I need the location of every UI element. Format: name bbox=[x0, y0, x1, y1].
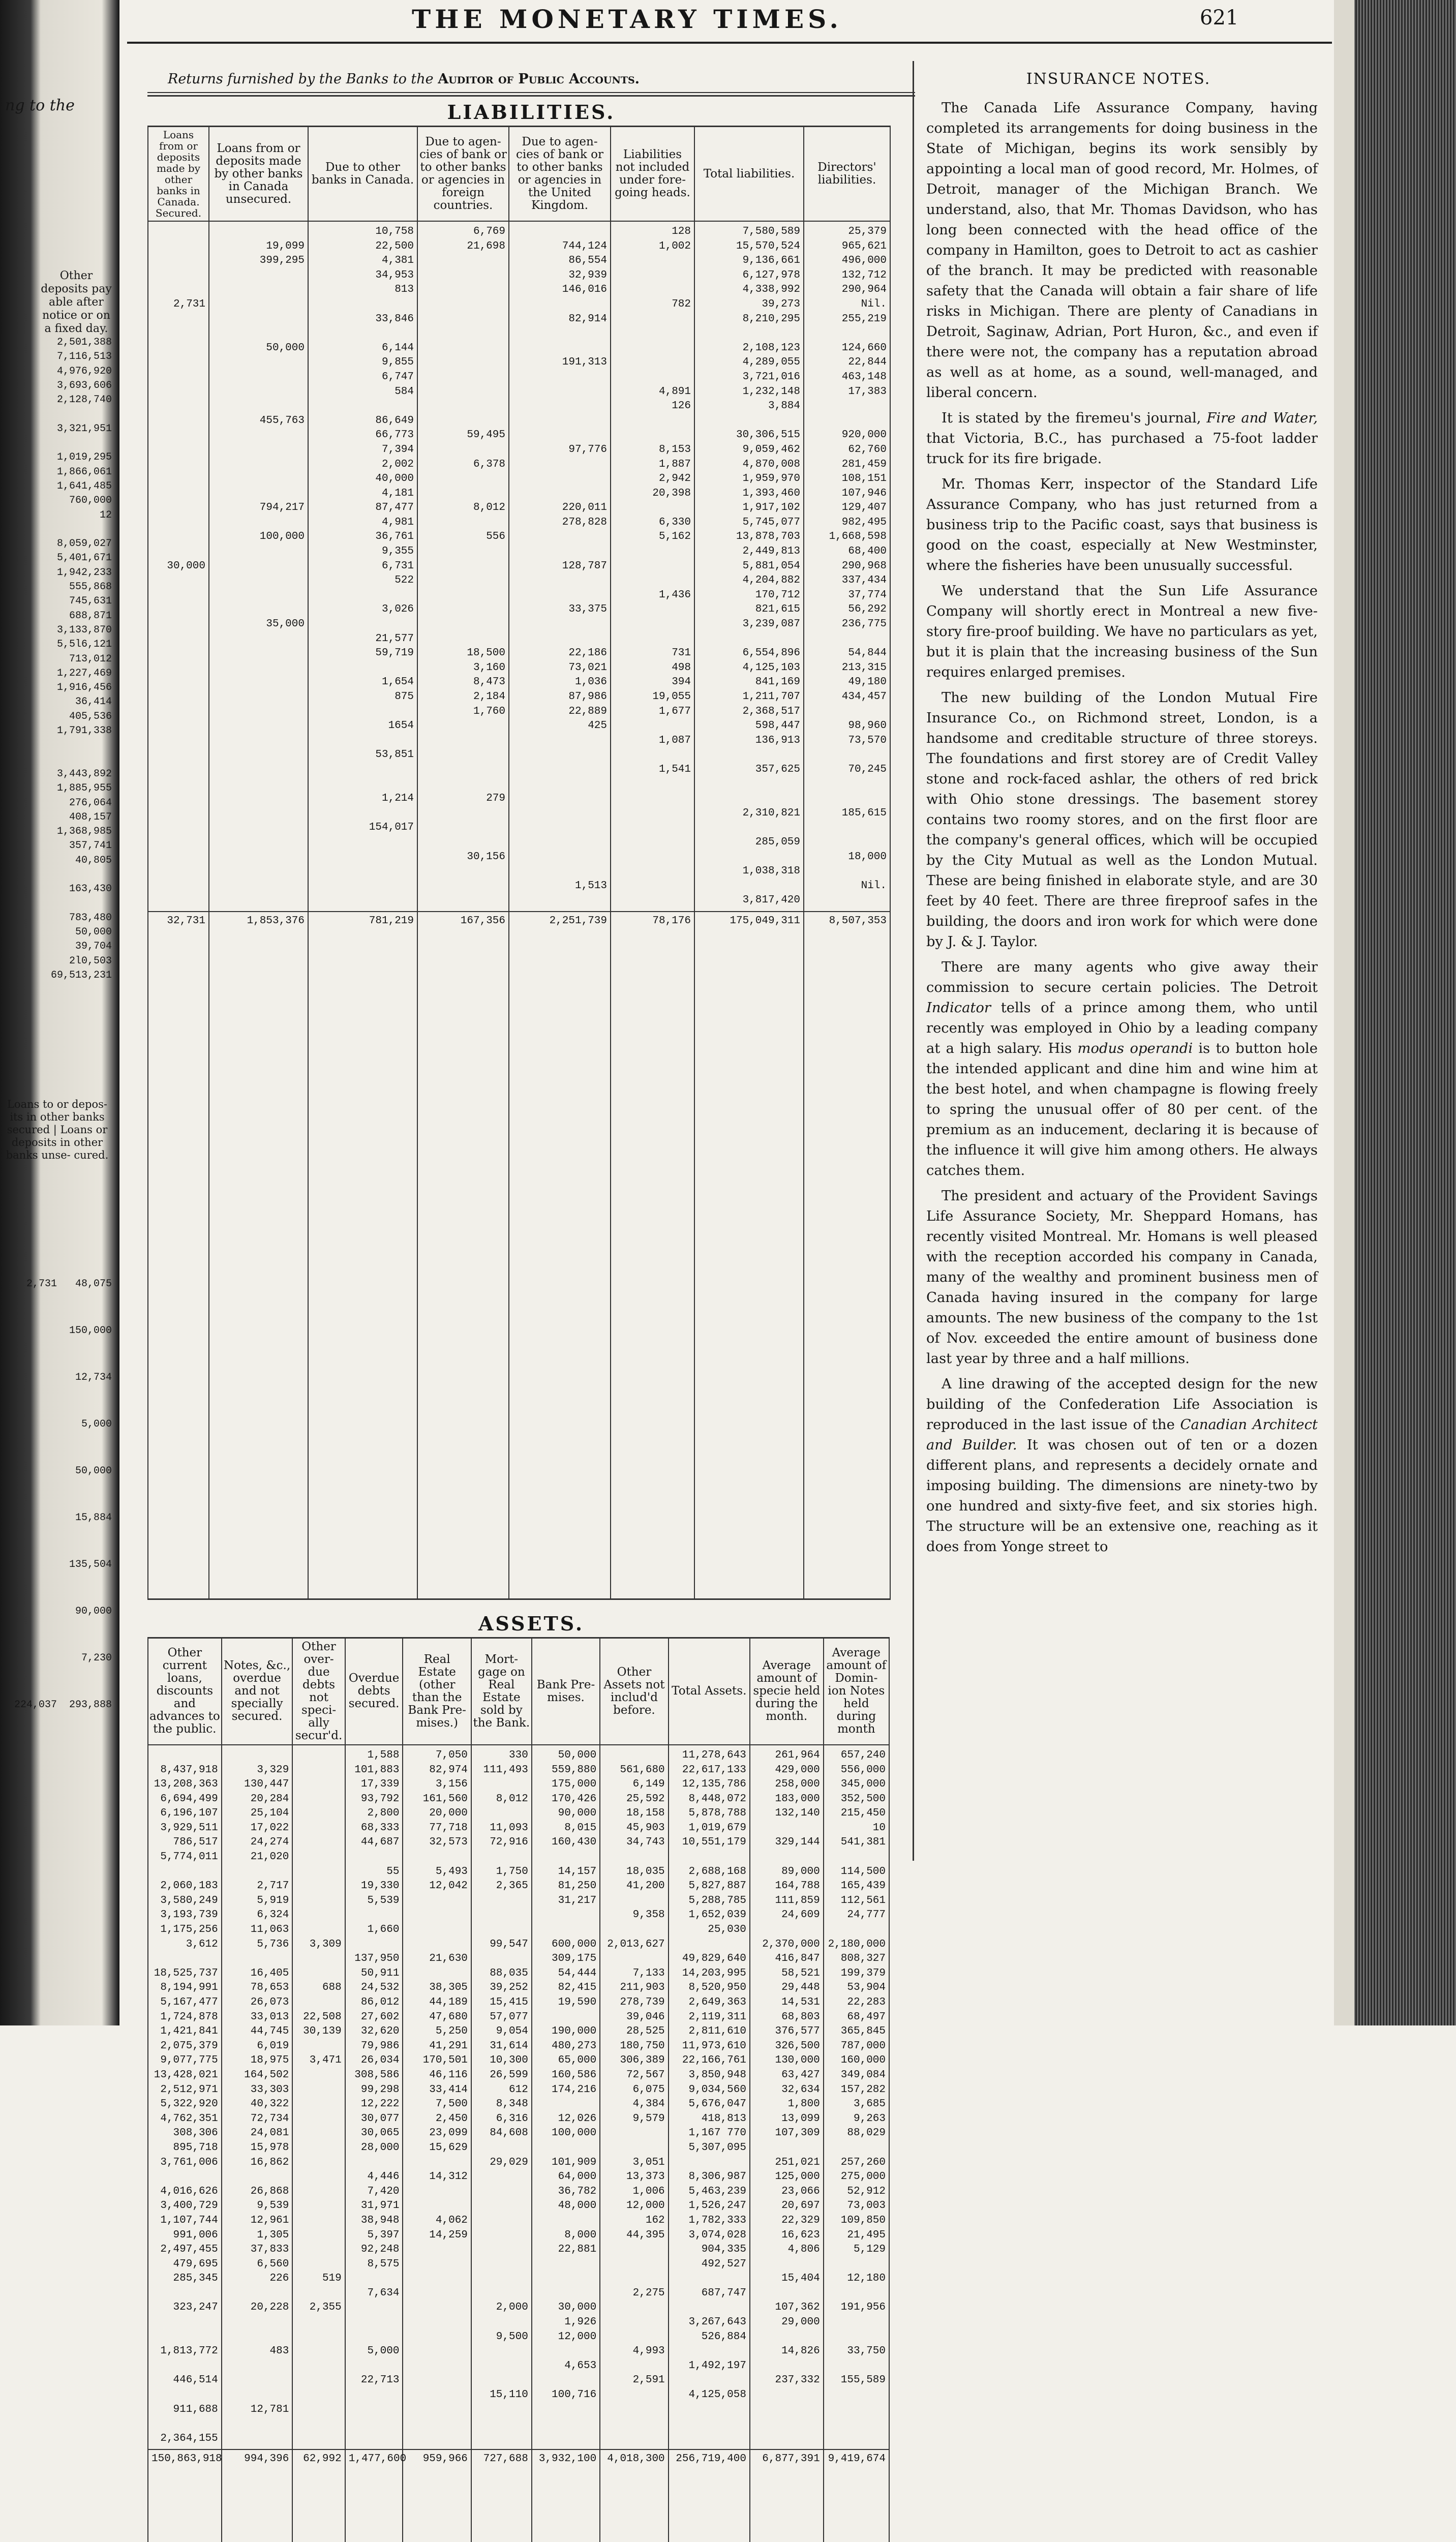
liab-col-secured-loans: 2,731 30,000 bbox=[148, 221, 209, 912]
liab-header-due-uk: Due to agen- cies of bank or to other banks or agencies in the United Kingdom. bbox=[509, 127, 611, 222]
asset-header-overdue-secured: Overdue debts secured. bbox=[345, 1638, 403, 1745]
asset-total-4: 959,966 bbox=[403, 2449, 471, 2542]
liabilities-table bbox=[147, 126, 891, 1600]
assets-totals-row bbox=[148, 2449, 889, 2542]
insurance-notes-column bbox=[915, 61, 1322, 1562]
returns-title-text: Returns furnished by the Banks to the bbox=[168, 71, 434, 87]
journal-page bbox=[127, 0, 1332, 2465]
liab-col-due-foreign: 6,769 21,698 59,495 6,378 8,012 556 18,500 3,160 8,473 2,184 1,760 279 30,156 bbox=[417, 221, 509, 912]
asset-header-dominion-notes: Average amount of Domin- ion Notes held during month bbox=[824, 1638, 889, 1745]
liab-header-total: Total liabilities. bbox=[694, 127, 804, 222]
page-number: 621 bbox=[1200, 6, 1239, 29]
liab-header-unsecured-loans: Loans from or deposits made by other banks in Canada unsecured. bbox=[209, 127, 308, 222]
facing-page-figures-2: 2,731 48,075 150,000 12,734 5,000 50,000 15,884 135,504 90,000 7,230 224,037 293,888 bbox=[14, 1278, 112, 1711]
facing-page-column-header-2: Loans to or depos- its in other banks secured | Loans or deposits in other banks unse- cured. bbox=[6, 1098, 109, 1161]
asset-header-bank-premises: Bank Pre- mises. bbox=[532, 1638, 600, 1745]
liab-total-6: 175,049,311 bbox=[694, 912, 804, 1599]
liab-col-directors: 25,379 965,621 496,000 132,712 290,964 Nil. 255,219 124,660 22,844 463,148 17,383 920,000 62,760 281,459 108,151 107,946 129,407 982,495 1,668,598 68,400 290,968 337,434 37,774 56,292 236,775 54,844 213,315 49,180 434,457 98,960 73,570 70,245 185,615 18,000 Nil. bbox=[804, 221, 890, 912]
note-london-mutual: The new building of the London Mutual Fire Insurance Co., on Richmond street, London, is a handsome and creditable structure of three storeys. The foundations and first storey are of Credit Valley stone and rock-faced ashlar, the others of red brick with Ohio stone dressings. The basement storey contains two roomy stores, and on the first floor are the company's general offices, which will be occupied by the City Mutual as well as the London Mutual. These are being finished in elaborate style, and are 30 feet by 40 feet. There are three fireproof safes in the building, the doors and iron work for which were done by J. & J. Taylor. bbox=[926, 690, 1318, 950]
asset-col-notes-overdue: 3,329 130,447 20,284 25,104 17,022 24,274 21,020 2,717 5,919 6,324 11,063 5,736 16,405 78,653 26,073 33,013 44,745 6,019 18,975 164,502 33,303 40,322 72,734 24,081 15,978 16,862 26,868 9,539 12,961 1,305 37,833 6,560 226 20,228 483 12,781 bbox=[222, 1745, 293, 2450]
note-standard-life: Mr. Thomas Kerr, inspector of the Standard Life Assurance Company, who has just returned from a business trip to the Pacific coast, says that business is good on the coast, especially at New Westminster, where the fisheries have been unusually successful. bbox=[926, 476, 1318, 573]
asset-col-specie: 261,964 429,000 258,000 183,000 132,140 329,144 89,000 164,788 111,859 24,609 2,370,000 416,847 58,521 29,448 14,531 68,803 376,577 326,500 130,000 63,427 32,634 1,800 13,099 107,309 251,021 125,000 23,066 20,697 22,329 16,623 4,806 15,404 107,362 29,000 14,826 237,332 bbox=[750, 1745, 824, 2450]
facing-page-title: ng to the bbox=[5, 97, 75, 114]
asset-header-current-loans: Other current loans, discounts and advances to the public. bbox=[148, 1638, 222, 1745]
asset-total-9: 6,877,391 bbox=[750, 2449, 824, 2542]
asset-header-specie: Average amount of specie held during the month. bbox=[750, 1638, 824, 1745]
liab-total-0: 32,731 bbox=[148, 912, 209, 1599]
liabilities-totals-row bbox=[148, 912, 890, 1599]
asset-total-0: 150,863,918 bbox=[148, 2449, 222, 2542]
liab-header-secured-loans: Loans from or deposits made by other banks in Canada. Secured. bbox=[148, 127, 209, 222]
note-sun-life: We understand that the Sun Life Assurance Company will shortly erect in Montreal a new five-story fire-proof building. We have no particulars as yet, but it is plain that the increasing business of the Sun requires enlarged premises. bbox=[926, 583, 1318, 680]
asset-header-total: Total Assets. bbox=[669, 1638, 750, 1745]
asset-total-7: 4,018,300 bbox=[600, 2449, 668, 2542]
assets-title: ASSETS. bbox=[478, 1612, 585, 1635]
liab-header-directors: Directors' liabilities. bbox=[804, 127, 890, 222]
liab-col-unsecured-loans: 19,099 399,295 50,000 455,763 794,217 100,000 35,000 bbox=[209, 221, 308, 912]
asset-total-5: 727,688 bbox=[471, 2449, 532, 2542]
liab-total-5: 78,176 bbox=[611, 912, 694, 1599]
liab-total-4: 2,251,739 bbox=[509, 912, 611, 1599]
asset-total-6: 3,932,100 bbox=[532, 2449, 600, 2542]
note-agents-commission: There are many agents who give away their commission to secure certain policies. The Detroit Indicator tells of a prince among them, who until recently was employed in Ohio by a leading company at a high salary. His modus operandi is to button hole the intended applicant and dine him and wine him at the best hotel, and when champagne is flowing freely to spring the unusual offer of 80 per cent. of the premium as an inducement, declaring it is because of the influence it will give him among others. He always catches them. bbox=[926, 959, 1318, 1178]
asset-header-real-estate: Real Estate (other than the Bank Pre- mises.) bbox=[403, 1638, 471, 1745]
asset-col-dominion-notes: 657,240 556,000 345,000 352,500 215,450 10 541,381 114,500 165,439 112,561 24,777 2,180,000 808,327 199,379 53,904 22,283 68,497 365,845 787,000 160,000 349,084 157,282 3,685 9,263 88,029 257,260 275,000 52,912 73,003 109,850 21,495 5,129 12,180 191,956 33,750 155,589 bbox=[824, 1745, 889, 2450]
masthead bbox=[127, 4, 1332, 35]
asset-col-other-assets: 561,680 6,149 25,592 18,158 45,903 34,743 18,035 41,200 9,358 2,013,627 7,133 211,903 278,739 39,046 28,525 180,750 306,389 72,567 6,075 4,384 9,579 3,051 13,373 1,006 12,000 162 44,395 2,275 4,993 2,591 bbox=[600, 1745, 668, 2450]
asset-header-mortgage: Mort- gage on Real Estate sold by the Bank. bbox=[471, 1638, 532, 1745]
asset-col-overdue-secured: 1,588 101,883 17,339 93,792 2,800 68,333 44,687 55 19,330 5,539 1,660 137,950 50,911 24,532 86,012 27,602 32,620 79,986 26,034 308,586 99,298 12,222 30,077 30,065 28,000 4,446 7,420 31,971 38,948 5,397 92,248 8,575 7,634 5,000 22,713 bbox=[345, 1745, 403, 2450]
liab-header-other: Liabilities not included under fore- going heads. bbox=[611, 127, 694, 222]
asset-total-10: 9,419,674 bbox=[824, 2449, 889, 2542]
facing-page-column-header: Other deposits pay able after notice or on a fixed day. bbox=[41, 269, 112, 335]
facing-page-fragment bbox=[0, 76, 114, 1906]
liab-col-due-uk: 744,124 86,554 32,939 146,016 82,914 191,313 97,776 220,011 278,828 128,787 33,375 22,186 73,021 1,036 87,986 22,889 425 1,513 bbox=[509, 221, 611, 912]
book-page-edges bbox=[1334, 0, 1456, 2025]
asset-total-1: 994,396 bbox=[222, 2449, 293, 2542]
note-canada-life: The Canada Life Assurance Company, having completed its arrangements for doing business in the State of Michigan, begins its work sensibly by appointing a local man of good record, Mr. Holmes, of Detroit, manager of the Michigan Branch. We understand, also, that Mr. Thomas Davidson, who has long been connected with the head office of the company in Hamilton, goes to Detroit to act as cashier of the branch. It may be predicted with reasonable safety that the Canada will obtain a fair share of life risks in Michigan. There are plenty of Canadians in Detroit, Saginaw, Adrian, Port Huron, &c., and even if there were not, the company has a reputation abroad as well as at home, as a sound, well-managed, and liberal concern. bbox=[926, 100, 1318, 401]
asset-col-mortgage: 330 111,493 8,012 11,093 72,916 1,750 2,365 99,547 88,035 39,252 15,415 57,077 9,054 31,614 10,300 26,599 612 8,348 6,316 84,608 29,029 2,000 9,500 15,110 bbox=[471, 1745, 532, 2450]
asset-col-other-overdue: 3,309 688 22,508 30,139 3,471 519 2,355 bbox=[292, 1745, 345, 2450]
asset-col-real-estate: 7,050 82,974 3,156 161,560 20,000 77,718 32,573 5,493 12,042 21,630 38,305 44,189 47,680 5,250 41,291 170,501 46,116 33,414 7,500 2,450 23,099 15,629 14,312 4,062 14,259 bbox=[403, 1745, 471, 2450]
liabilities-title: LIABILITIES. bbox=[447, 101, 616, 124]
liab-col-due-canada: 10,758 22,500 4,381 34,953 813 33,846 6,144 9,855 6,747 584 86,649 66,773 7,394 2,002 40,000 4,181 87,477 4,981 36,761 9,355 6,731 522 3,026 21,577 59,719 1,654 875 1654 53,851 1,214 154,017 bbox=[308, 221, 417, 912]
note-confederation-life: A line drawing of the accepted design for the new building of the Confederation Life Association is reproduced in the last issue of the Canadian Architect and Builder. It was chosen out of ten or a dozen different plans, and represents a decidely ornate and imposing building. The dimensions are ninety-two by one hundred and sixty-five feet, and six stories high. The structure will be an extensive one, reaching as it does from Yonge street to bbox=[926, 1376, 1318, 1555]
liab-total-7: 8,507,353 bbox=[804, 912, 890, 1599]
liab-total-2: 781,219 bbox=[308, 912, 417, 1599]
asset-header-other-overdue: Other over- due debts not speci- ally secur'd. bbox=[292, 1638, 345, 1745]
liab-total-3: 167,356 bbox=[417, 912, 509, 1599]
liab-total-1: 1,853,376 bbox=[209, 912, 308, 1599]
asset-header-notes-overdue: Notes, &c., overdue and not specially secured. bbox=[222, 1638, 293, 1745]
asset-header-other-assets: Other Assets not includ'd before. bbox=[600, 1638, 668, 1745]
liab-header-due-foreign: Due to agen- cies of bank or to other banks or agencies in foreign countries. bbox=[417, 127, 509, 222]
asset-total-2: 62,992 bbox=[292, 2449, 345, 2542]
masthead-rule bbox=[127, 42, 1332, 44]
asset-col-current-loans: 8,437,918 13,208,363 6,694,499 6,196,107 3,929,511 786,517 5,774,011 2,060,183 3,580,249 3,193,739 1,175,256 3,612 18,525,737 8,194,991 5,167,477 1,724,878 1,421,841 2,075,379 9,077,775 13,428,021 2,512,971 5,322,920 4,762,351 308,306 895,718 3,761,006 4,016,626 3,400,729 1,107,744 991,006 2,497,455 479,695 285,345 323,247 1,813,772 446,514 911,688 2,364,155 bbox=[148, 1745, 222, 2450]
liab-header-due-canada: Due to other banks in Canada. bbox=[308, 127, 417, 222]
note-provident-savings: The president and actuary of the Provident Savings Life Assurance Society, Mr. Sheppard Homans, has recently visited Montreal. Mr. Homans is well pleased with the reception accorded his company in Canada, many of the wealthy and prominent business men of Canada having insured in the company for large amounts. The new business of the company to the 1st of Nov. exceeded the entire amount of business done last year by three and a half millions. bbox=[926, 1188, 1318, 1367]
returns-title bbox=[147, 71, 915, 87]
liab-col-other: 128 1,002 782 4,891 126 8,153 1,887 2,942 20,398 6,330 5,162 1,436 731 498 394 19,055 1,677 1,087 1,541 bbox=[611, 221, 694, 912]
asset-total-8: 256,719,400 bbox=[669, 2449, 750, 2542]
asset-total-3: 1,477,600 bbox=[345, 2449, 403, 2542]
insurance-notes-title: INSURANCE NOTES. bbox=[1026, 70, 1211, 88]
assets-table bbox=[147, 1637, 890, 2542]
bank-returns-column bbox=[147, 61, 915, 2542]
asset-col-bank-premises: 50,000 559,880 175,000 170,426 90,000 8,015 160,430 14,157 81,250 31,217 600,000 309,175 54,444 82,415 19,590 190,000 480,273 65,000 160,586 174,216 12,026 100,000 101,909 64,000 36,782 48,000 8,000 22,881 30,000 1,926 12,000 4,653 100,716 bbox=[532, 1745, 600, 2450]
facing-page-figures: 2,501,388 7,116,513 4,976,920 3,693,606 2,128,740 3,321,951 1,019,295 1,866,061 1,641,485 760,000 12 8,059,027 5,401,671 1,942,233 555,868 745,631 688,871 3,133,870 5,5l6,121 713,012 1,227,469 1,916,456 36,414 405,536 1,791,338 3,443,892 1,885,955 276,064 408,157 1,368,985 357,741 40,805 163,430 783,480 50,000 39,704 2l0,503 69,513,231 bbox=[50, 337, 112, 982]
asset-col-total: 11,278,643 22,617,133 12,135,786 8,448,072 5,878,788 1,019,679 10,551,179 2,688,168 5,827,887 5,288,785 1,652,039 25,030 49,829,640 14,203,995 8,520,950 2,649,363 2,119,311 2,811,610 11,973,610 22,166,761 3,850,948 9,034,560 5,676,047 418,813 1,167 770 5,307,095 8,306,987 5,463,239 1,526,247 1,782,333 3,074,028 904,335 492,527 687,747 3,267,643 526,884 1,492,197 4,125,058 bbox=[669, 1745, 750, 2450]
liab-col-total: 7,580,589 15,570,524 9,136,661 6,127,978 4,338,992 39,273 8,210,295 2,108,123 4,289,055 3,721,016 1,232,148 3,884 30,306,515 9,059,462 4,870,008 1,959,970 1,393,460 1,917,102 5,745,077 13,878,703 2,449,813 5,881,054 4,204,882 170,712 821,615 3,239,087 6,554,896 4,125,103 841,169 1,211,707 2,368,517 598,447 136,913 357,625 2,310,821 285,059 1,038,318 3,817,420 bbox=[694, 221, 804, 912]
returns-title-auditor: Auditor of Public Accounts. bbox=[438, 71, 640, 87]
note-victoria-ladder: It is stated by the firemeu's journal, Fire and Water, that Victoria, B.C., has purchased a 75-foot ladder truck for its fire brigade. bbox=[926, 410, 1318, 467]
journal-title: THE MONETARY TIMES. bbox=[412, 4, 842, 34]
